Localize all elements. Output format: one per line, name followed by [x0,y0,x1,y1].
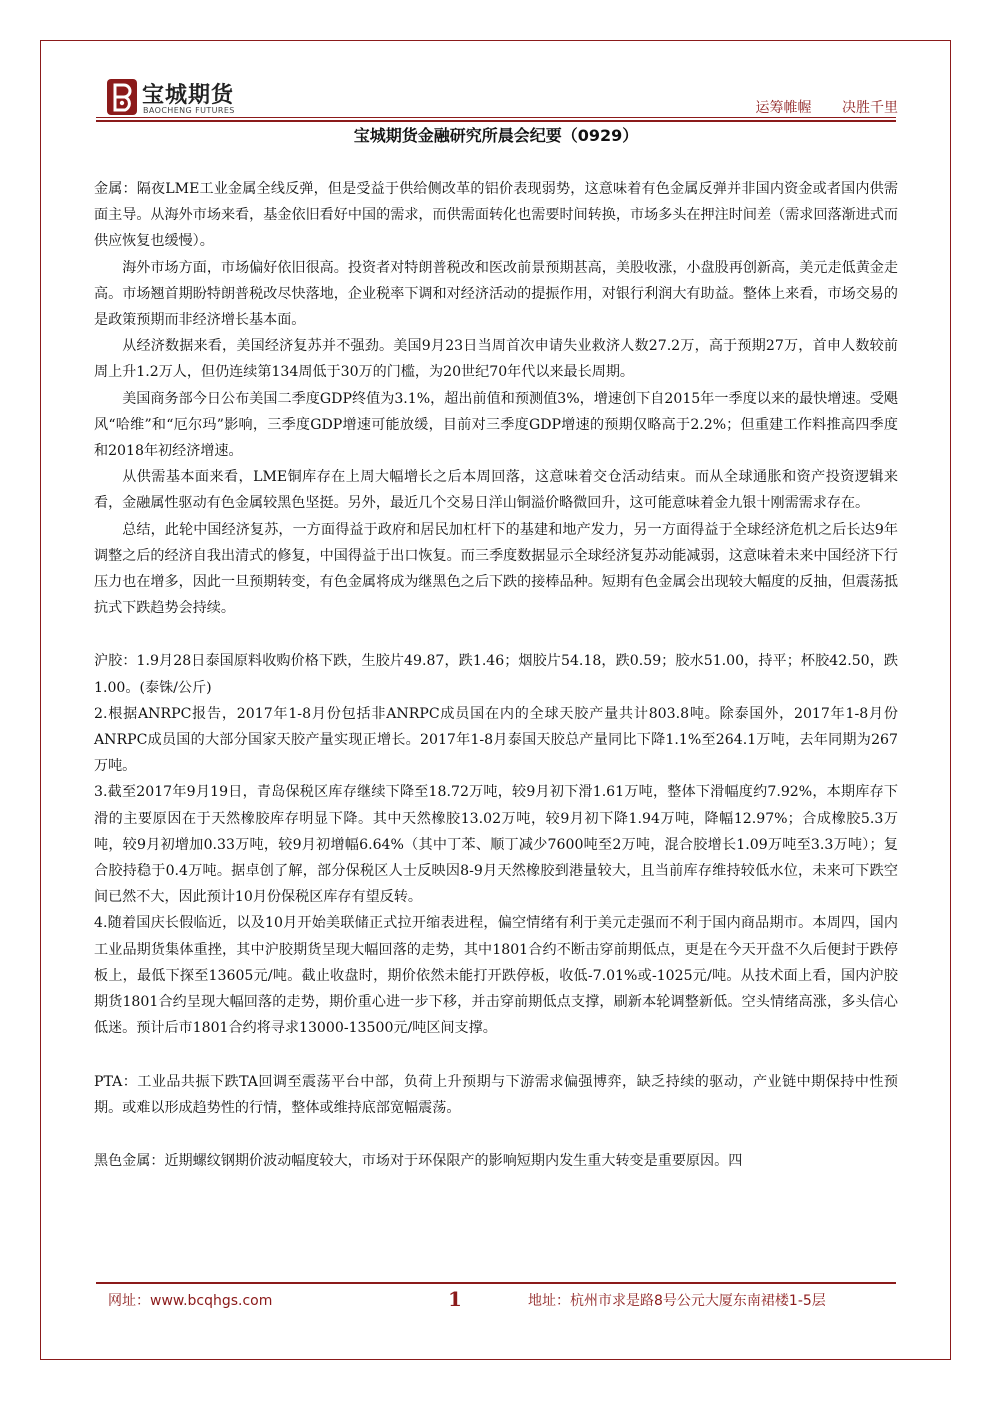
paragraph: PTA：工业品共振下跌TA回调至震荡平台中部，负荷上升预期与下游需求偏强博弈，缺乏持续的驱动，产业链中期保持中性预期。或难以形成趋势性的行情，整体或维持底部宽幅震荡。 [94,1073,898,1116]
section-gap [94,621,898,648]
paragraph: 从供需基本面来看，LME铜库存在上周大幅增长之后本周回落，这意味着交仓活动结束。而从全球通胀和资产投资逻辑来看，金融属性驱动有色金属较黑色坚挺。另外，最近几个交易日洋山铜溢价略微回升，这可能意味着金九银十刚需需求存在。 [94,469,898,512]
paragraph: 总结，此轮中国经济复苏，一方面得益于政府和居民加杠杆下的基建和地产发力，另一方面得益于全球经济危机之后长达9年调整之后的经济自我出清式的修复，中国得益于出口恢复。而三季度数据显示全球经济复苏动能减弱，这意味着未来中国经济下行压力也在增多，因此一旦预期转变，有色金属将成为继黑色之后下跌的接棒品种。短期有色金属会出现较大幅度的反抽，但震荡抵抗式下跌趋势会持续。 [94,521,898,617]
section-pta [94,1069,898,1121]
footer-address: 地址：杭州市求是路8号公元大厦东南裙楼1-5层 [528,1293,826,1309]
footer-divider [96,1282,896,1284]
page-title: 宝城期货金融研究所晨会纪要（0929） [353,126,639,145]
section-gap [94,1042,898,1069]
paragraph: 4.随着国庆长假临近，以及10月开始美联储正式拉开缩表进程，偏空情绪有利于美元走强而不利于国内商品期市。本周四，国内工业品期货集体重挫，其中沪胶期货呈现大幅回落的走势，其中1801合约不断击穿前期低点，更是在今天开盘不久后便封于跌停板上，最低下探至13605元/吨。截止收盘时，期价依然未能打开跌停板，收低-7.01%或-1025元/吨。从技术面上看，国内沪胶期货1801合约呈现大幅回落的走势，期价重心进一步下移，并击穿前期低点支撑，刷新本轮调整新低。空头情绪高涨，多头信心低迷。预计后市1801合约将寻求13000-13500元/吨区间支撑。 [94,915,898,1037]
header-divider-thin [96,117,896,118]
paragraph: 沪胶：1.9月28日泰国原料收购价格下跌，生胶片49.87，跌1.46；烟胶片54.18，跌0.59；胶水51.00，持平；杯胶42.50，跌1.00。(泰铢/公斤) [94,653,898,696]
section-rubber [94,648,898,1041]
paragraph: 美国商务部今日公布美国二季度GDP终值为3.1%，超出前值和预测值3%，增速创下自2015年一季度以来的最快增速。受飓风“哈维”和“厄尔玛”影响，三季度GDP增速可能放缓，目前对三季度GDP增速的预期仅略高于2.2%；但重建工作料推高四季度和2018年初经济增速。 [94,390,898,460]
slogan-part-2: 决胜千里 [842,100,898,116]
company-logo [106,78,241,118]
page-number: 1 [448,1287,462,1311]
section-ferrous [94,1148,898,1174]
header-divider-thick [96,120,896,122]
footer-website: 网址：www.bcqhgs.com [108,1293,273,1309]
document-body [94,176,898,1174]
section-gap [94,1121,898,1148]
header-slogan [730,97,898,117]
logo-chinese-name: 宝城期货 [142,82,235,108]
paragraph: 黑色金属：近期螺纹钢期价波动幅度较大，市场对于环保限产的影响短期内发生重大转变是重要原因。四 [94,1152,743,1169]
slogan-part-1: 运筹帷幄 [755,100,812,116]
logo-english-name: BAOCHENG FUTURES [143,106,235,115]
paragraph: 从经济数据来看，美国经济复苏并不强劲。美国9月23日当周首次申请失业救济人数27.2万，高于预期27万，首申人数较前周上升1.2万人，但仍连续第134周低于30万的门槛，为20世纪70年代以来最长周期。 [94,338,898,381]
paragraph: 3.截至2017年9月19日，青岛保税区库存继续下降至18.72万吨，较9月初下滑1.61万吨，整体下滑幅度约7.92%，本期库存下滑的主要原因在于天然橡胶库存明显下降。其中天然橡胶13.02万吨，较9月初下降1.94万吨，降幅12.97%；合成橡胶5.3万吨，较9月初增加0.33万吨，较9月初增幅6.64%（其中丁苯、顺丁减少7600吨至2万吨，混合胶增长1.09万吨至3.3万吨）；复合胶持稳于0.4万吨。据卓创了解，部分保税区人士反映因8-9月天然橡胶到港量较大，且当前库存维持较低水位，未来可下跌空间已然不大，因此预计10月份保税区库存有望反转。 [94,784,898,906]
baocheng-logo-icon [106,78,138,116]
section-metals [94,176,898,621]
paragraph: 海外市场方面，市场偏好依旧很高。投资者对特朗普税改和医改前景预期甚高，美股收涨，小盘股再创新高，美元走低黄金走高。市场翘首期盼特朗普税改尽快落地，企业税率下调和对经济活动的提振作用，对银行利润大有助益。整体上来看，市场交易的是政策预期而非经济增长基本面。 [94,259,898,329]
paragraph: 2.根据ANRPC报告，2017年1-8月份包括非ANRPC成员国在内的全球天胶产量共计803.8吨。除泰国外，2017年1-8月份ANRPC成员国的大部分国家天胶产量实现正增长。2017年1-8月泰国天胶总产量同比下降1.1%至264.1万吨，去年同期为267万吨。 [94,705,898,775]
paragraph: 金属：隔夜LME工业金属全线反弹，但是受益于供给侧改革的铝价表现弱势，这意味着有色金属反弹并非国内资金或者国内供需面主导。从海外市场来看，基金依旧看好中国的需求，而供需面转化也需要时间转换，市场多头在押注时间差（需求回落渐进式而供应恢复也缓慢）。 [94,181,898,250]
